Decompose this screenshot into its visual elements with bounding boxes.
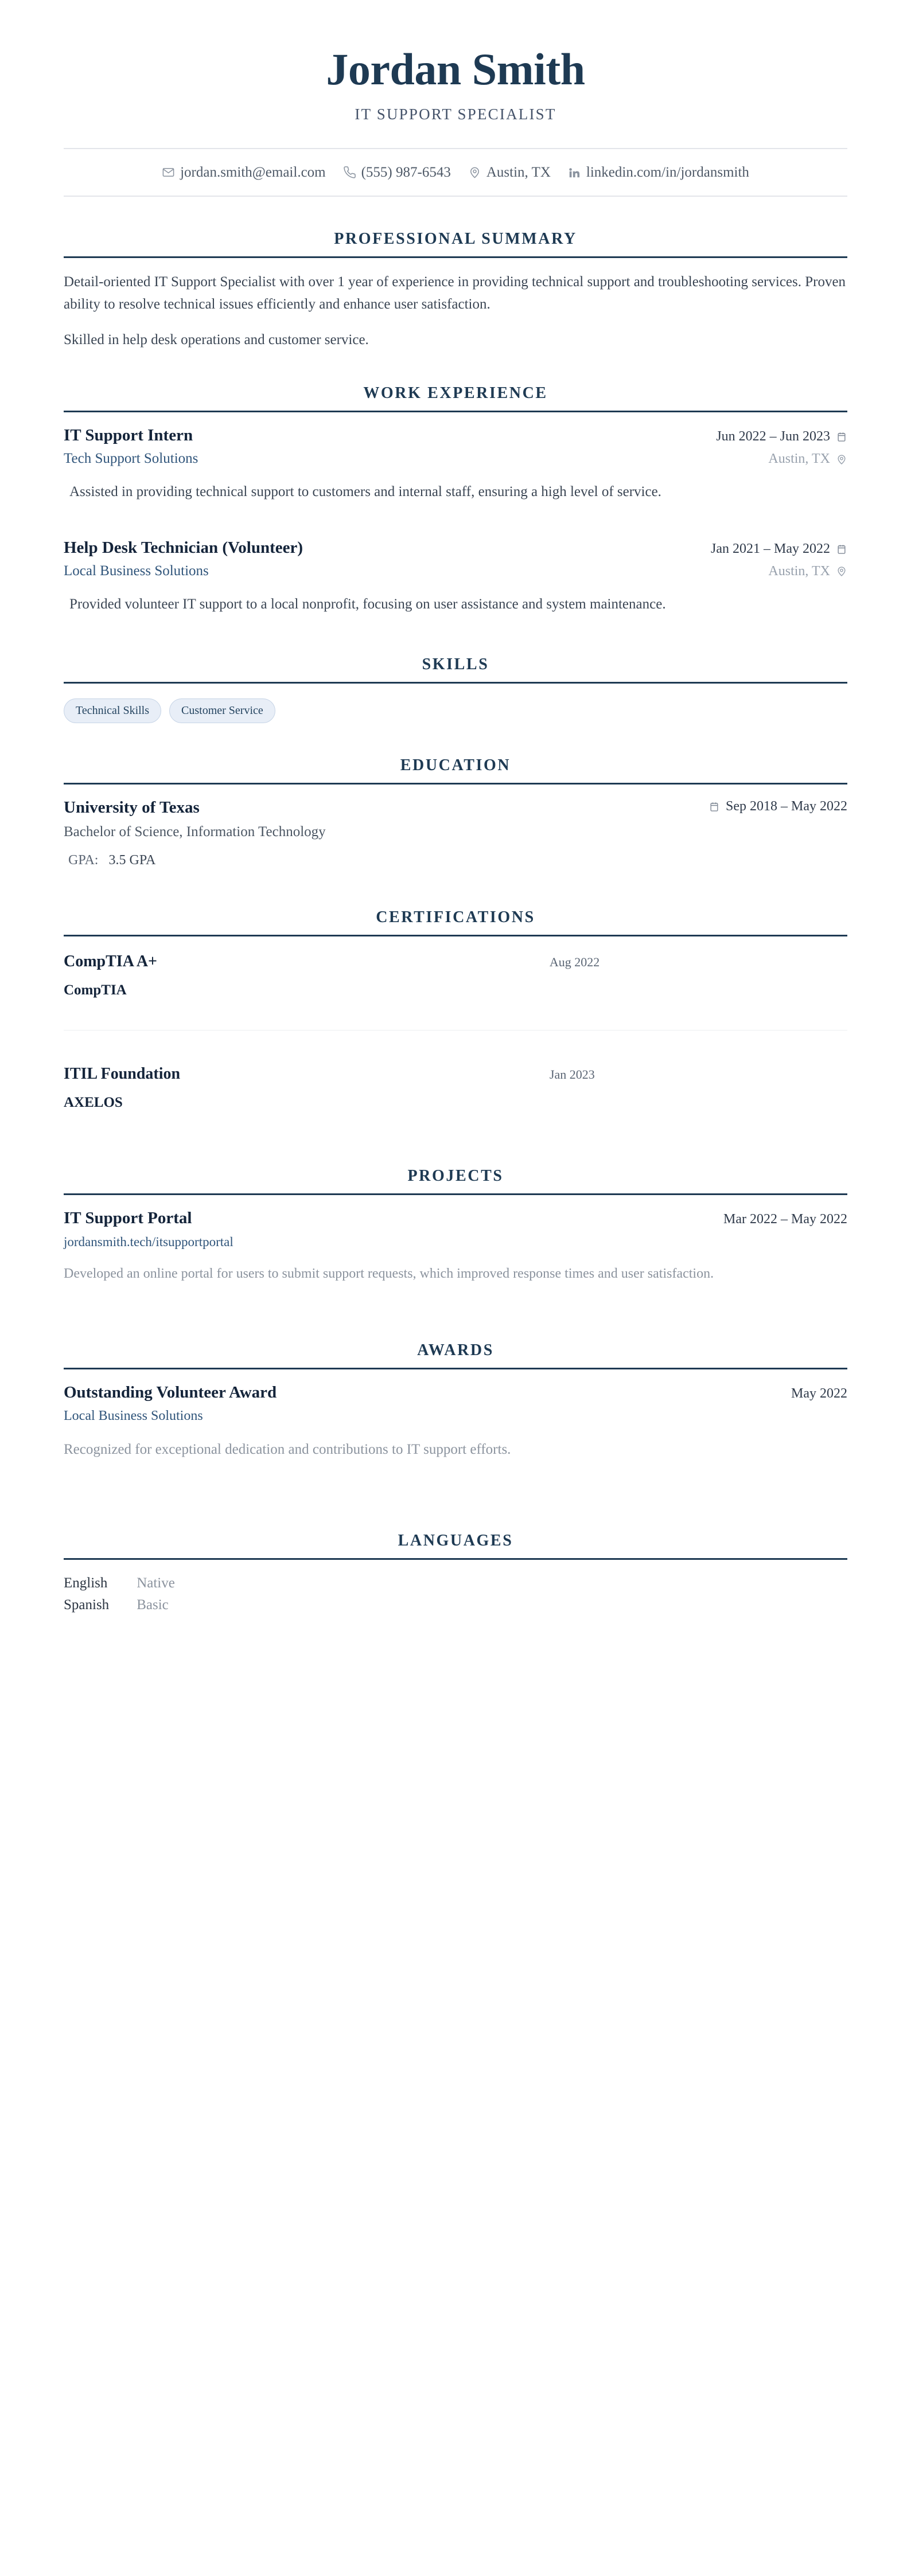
certification-date: Aug 2022 <box>549 955 600 970</box>
spacer <box>64 510 847 537</box>
project-description: Developed an online portal for users to submit support requests, which improved response times and user satisfaction. <box>64 1266 714 1282</box>
education-gpa <box>64 853 847 868</box>
experience-body <box>64 412 847 615</box>
certification-issuer: CompTIA <box>64 982 127 998</box>
award-organization: Local Business Solutions <box>64 1408 203 1424</box>
certification-issuer: AXELOS <box>64 1095 123 1111</box>
award-date <box>791 1386 847 1402</box>
award-entry-header <box>64 1382 847 1404</box>
project-dates <box>723 1212 847 1227</box>
calendar-icon <box>836 431 847 443</box>
envelope-icon <box>162 166 175 179</box>
experience-dates-text: Jun 2022 – Jun 2023 <box>716 429 830 444</box>
section-heading-languages: LANGUAGES <box>398 1531 513 1549</box>
location-pin-icon <box>836 454 847 465</box>
project-entry <box>64 1208 847 1285</box>
job-title: IT SUPPORT SPECIALIST <box>355 105 556 123</box>
skill-chip: Customer Service <box>169 698 275 723</box>
contact-bar <box>64 149 847 196</box>
experience-entry <box>64 537 847 615</box>
award-name: Outstanding Volunteer Award <box>64 1383 277 1402</box>
section-skills <box>64 655 847 723</box>
section-languages <box>64 1532 847 1616</box>
spacer <box>64 197 847 228</box>
contact-location-text: Austin, TX <box>486 164 551 180</box>
project-entry-header <box>64 1208 847 1230</box>
skill-chip: Technical Skills <box>64 698 161 723</box>
phone-icon <box>343 166 356 179</box>
calendar-icon <box>708 801 720 813</box>
certification-entry-header <box>64 1065 847 1083</box>
spacer <box>64 875 847 906</box>
certification-name: CompTIA A+ <box>64 953 157 971</box>
spacer <box>64 622 847 653</box>
language-name: English <box>64 1575 108 1591</box>
education-entry-header <box>64 797 847 819</box>
experience-entry <box>64 425 847 503</box>
experience-location-text: Austin, TX <box>768 451 830 467</box>
section-certifications <box>64 908 847 1111</box>
skills-body <box>64 684 847 723</box>
education-entry <box>64 797 847 869</box>
spacer <box>64 1323 847 1339</box>
experience-job-title: Help Desk Technician (Volunteer) <box>64 538 303 557</box>
project-link[interactable]: jordansmith.tech/itsupportportal <box>64 1235 233 1250</box>
summary-paragraph: Skilled in help desk operations and customer service. <box>64 331 369 348</box>
certification-entry <box>64 1061 847 1111</box>
skill-chip-list <box>64 696 847 723</box>
languages-body <box>64 1560 847 1616</box>
spacer <box>64 1467 847 1498</box>
linkedin-icon <box>568 166 581 179</box>
education-gpa-label: GPA: <box>68 853 99 868</box>
experience-description: Assisted in providing technical support to customers and internal staff, ensuring a high level of service. <box>69 484 661 500</box>
education-dates-text: Sep 2018 – May 2022 <box>726 799 847 814</box>
certification-name: ITIL Foundation <box>64 1065 181 1083</box>
spacer <box>64 1111 847 1142</box>
section-projects <box>64 1167 847 1285</box>
location-pin-icon <box>836 565 847 577</box>
resume-header <box>64 36 847 197</box>
project-dates-text: Mar 2022 – May 2022 <box>723 1212 847 1227</box>
contact-email[interactable] <box>162 165 326 181</box>
section-education <box>64 756 847 869</box>
certification-divider <box>64 1030 847 1031</box>
experience-job-title: IT Support Intern <box>64 426 193 445</box>
experience-description: Provided volunteer IT support to a local nonprofit, focusing on user assistance and system maintenance. <box>69 596 666 612</box>
certification-entry <box>64 949 847 998</box>
experience-entry-header <box>64 537 847 559</box>
language-row <box>64 1572 175 1594</box>
section-heading-awards: AWARDS <box>417 1341 494 1359</box>
section-heading-education: EDUCATION <box>400 756 511 774</box>
experience-organization: Tech Support Solutions <box>64 451 198 467</box>
experience-dates-text: Jan 2021 – May 2022 <box>711 541 830 557</box>
page-title: Jordan Smith <box>326 44 585 94</box>
education-school: University of Texas <box>64 798 200 817</box>
certification-entry-header <box>64 953 847 971</box>
experience-location <box>768 564 847 579</box>
summary-paragraph: Detail-oriented IT Support Specialist with over 1 year of experience in providing technical support and troubleshooting services. Proven ability to resolve technical issues efficiently and enhance user satisfaction. <box>64 274 846 313</box>
section-heading-projects: PROJECTS <box>407 1167 504 1185</box>
section-heading-experience: WORK EXPERIENCE <box>363 384 548 403</box>
education-degree: Bachelor of Science, Information Technology <box>64 824 326 840</box>
spacer <box>64 1292 847 1323</box>
experience-location-text: Austin, TX <box>768 563 830 579</box>
award-description: Recognized for exceptional dedication and contributions to IT support efforts. <box>64 1442 511 1458</box>
education-gpa-value: 3.5 GPA <box>108 853 156 868</box>
section-heading-certifications: CERTIFICATIONS <box>376 908 535 927</box>
spacer <box>64 1498 847 1529</box>
resume-content <box>64 0 847 1616</box>
contact-phone-text: (555) 987-6543 <box>361 164 451 180</box>
experience-entry-subheader <box>64 451 847 467</box>
experience-entry-header <box>64 425 847 447</box>
awards-body <box>64 1369 847 1461</box>
language-row <box>64 1594 175 1616</box>
spacer <box>64 1142 847 1165</box>
experience-dates <box>716 429 847 444</box>
project-name: IT Support Portal <box>64 1209 192 1228</box>
experience-entry-subheader <box>64 563 847 579</box>
education-body <box>64 784 847 869</box>
experience-organization: Local Business Solutions <box>64 563 209 579</box>
section-professional-summary <box>64 230 847 352</box>
experience-location <box>768 451 847 467</box>
language-level: Basic <box>137 1597 169 1613</box>
location-pin-icon <box>468 166 481 179</box>
contact-email-text: jordan.smith@email.com <box>180 164 326 180</box>
languages-table <box>64 1572 175 1616</box>
section-heading-summary: PROFESSIONAL SUMMARY <box>334 229 577 248</box>
contact-linkedin[interactable] <box>568 165 749 181</box>
section-work-experience <box>64 384 847 615</box>
education-dates <box>708 799 847 814</box>
contact-linkedin-text: linkedin.com/in/jordansmith <box>586 164 749 180</box>
section-heading-skills: SKILLS <box>422 655 489 673</box>
projects-body <box>64 1195 847 1285</box>
spacer <box>64 723 847 754</box>
summary-body <box>64 258 847 352</box>
language-level: Native <box>137 1575 175 1591</box>
spacer <box>64 351 847 382</box>
award-date-text: May 2022 <box>791 1385 847 1401</box>
award-entry <box>64 1382 847 1461</box>
calendar-icon <box>836 544 847 555</box>
section-awards <box>64 1341 847 1461</box>
certification-date: Jan 2023 <box>549 1067 595 1082</box>
language-name: Spanish <box>64 1597 110 1613</box>
contact-phone[interactable] <box>343 165 451 181</box>
experience-dates <box>711 541 847 557</box>
contact-location <box>468 165 551 181</box>
certifications-body <box>64 936 847 1111</box>
